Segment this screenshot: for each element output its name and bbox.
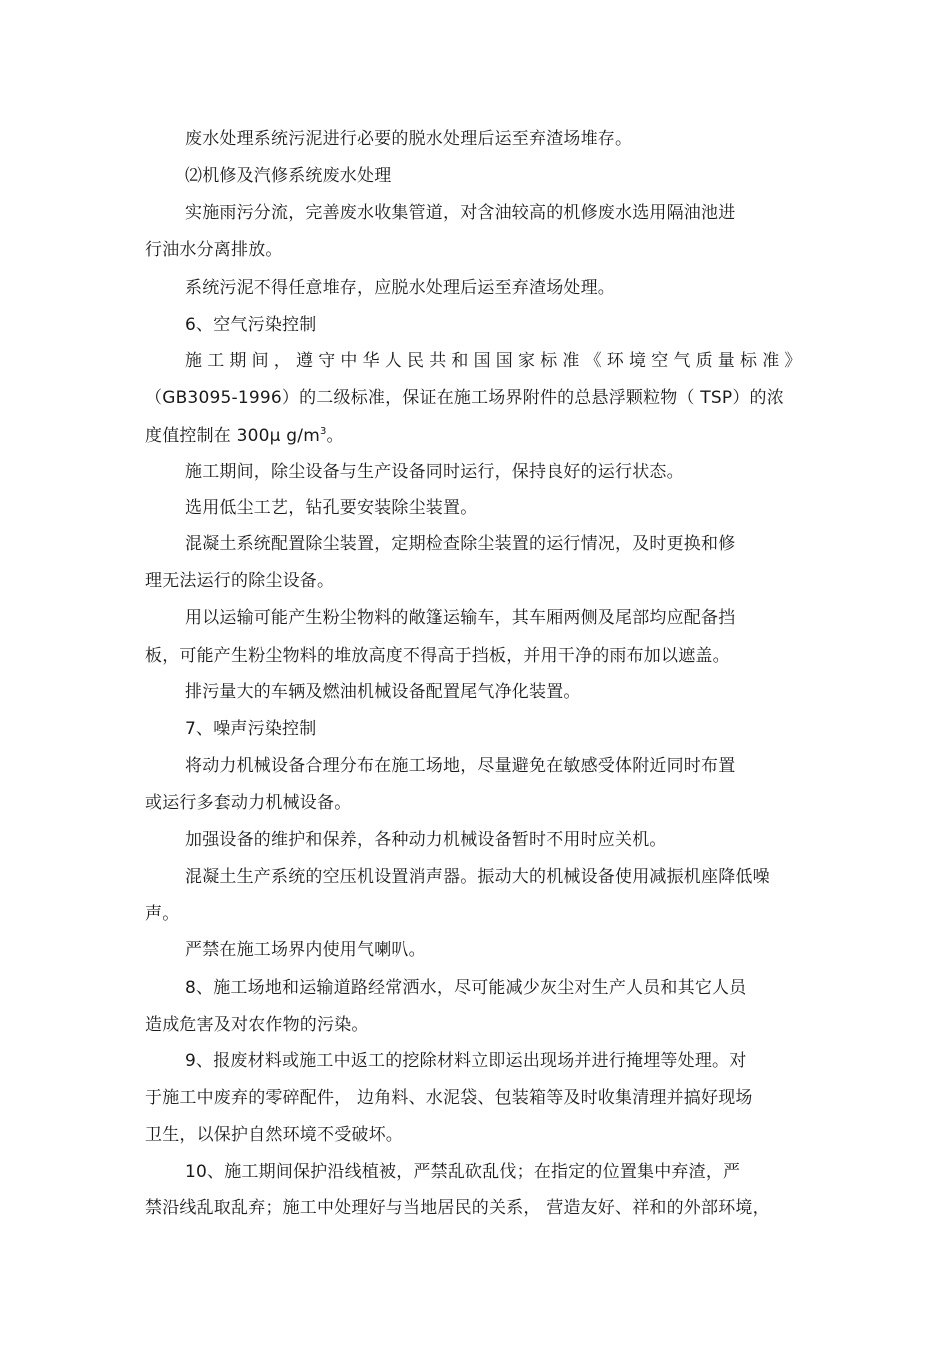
paragraph-line: 将动力机械设备合理分布在施工场地，尽量避免在敏感受体附近同时布置 xyxy=(185,756,736,776)
superscript-exponent: 3 xyxy=(319,426,327,437)
paragraph-line: （GB3095-1996）的二级标准，保证在施工场界附件的总悬浮颗粒物（ TSP）的浓 xyxy=(145,388,784,408)
paragraph-line: 9、报废材料或施工中返工的挖除材料立即运出现场并进行掩埋等处理。对 xyxy=(185,1051,747,1071)
paragraph-line: 用以运输可能产生粉尘物料的敞篷运输车，其车厢两侧及尾部均应配备挡 xyxy=(185,608,736,628)
paragraph-line: 禁沿线乱取乱弃；施工中处理好与当地居民的关系， 营造友好、祥和的外部环境， xyxy=(145,1198,770,1218)
paragraph-line: 施工期间，遵守中华人民共和国国家标准《环境空气质量标准》 xyxy=(185,351,807,371)
paragraph-line: 理无法运行的除尘设备。 xyxy=(145,571,335,591)
paragraph-line: 卫生，以保护自然环境不受破坏。 xyxy=(145,1125,403,1145)
paragraph-line: 系统污泥不得任意堆存，应脱水处理后运至弃渣场处理。 xyxy=(185,278,615,298)
line-end-punctuation: 。 xyxy=(326,426,344,446)
paragraph-line: 造成危害及对农作物的污染。 xyxy=(145,1015,369,1035)
paragraph-line: 施工期间，除尘设备与生产设备同时运行，保持良好的运行状态。 xyxy=(185,462,684,482)
paragraph-line: 行油水分离排放。 xyxy=(145,240,283,260)
paragraph-line: 实施雨污分流，完善废水收集管道，对含油较高的机修废水选用隔油池进 xyxy=(185,203,736,223)
paragraph-line: 混凝土生产系统的空压机设置消声器。振动大的机械设备使用减振机座降低噪 xyxy=(185,867,770,887)
paragraph-line: 加强设备的维护和保养，各种动力机械设备暂时不用时应关机。 xyxy=(185,830,667,850)
paragraph-line: 严禁在施工场界内使用气喇叭。 xyxy=(185,940,426,960)
paragraph-line: 排污量大的车辆及燃油机械设备配置尾气净化装置。 xyxy=(185,682,581,702)
paragraph-line xyxy=(145,425,344,447)
section-heading: ⑵机修及汽修系统废水处理 xyxy=(185,166,392,186)
paragraph-line: 混凝土系统配置除尘装置，定期检查除尘装置的运行情况，及时更换和修 xyxy=(185,534,736,554)
paragraph-line: 废水处理系统污泥进行必要的脱水处理后运至弃渣场堆存。 xyxy=(185,129,633,149)
paragraph-line: 8、施工场地和运输道路经常洒水，尽可能减少灰尘对生产人员和其它人员 xyxy=(185,978,747,998)
paragraph-line: 或运行多套动力机械设备。 xyxy=(145,793,352,813)
paragraph-line: 10、施工期间保护沿线植被，严禁乱砍乱伐；在指定的位置集中弃渣，严 xyxy=(185,1162,741,1182)
paragraph-line: 声。 xyxy=(145,904,180,924)
paragraph-line: 选用低尘工艺，钻孔要安装除尘装置。 xyxy=(185,498,478,518)
section-heading: 7、噪声污染控制 xyxy=(185,719,317,739)
paragraph-line: 于施工中废弃的零碎配件， 边角料、水泥袋、包装箱等及时收集清理并搞好现场 xyxy=(145,1088,753,1108)
section-heading: 6、空气污染控制 xyxy=(185,315,317,335)
paragraph-line: 板，可能产生粉尘物料的堆放高度不得高于挡板，并用干净的雨布加以遮盖。 xyxy=(145,646,730,666)
concentration-text: 度值控制在 300μ g/m xyxy=(145,426,320,446)
